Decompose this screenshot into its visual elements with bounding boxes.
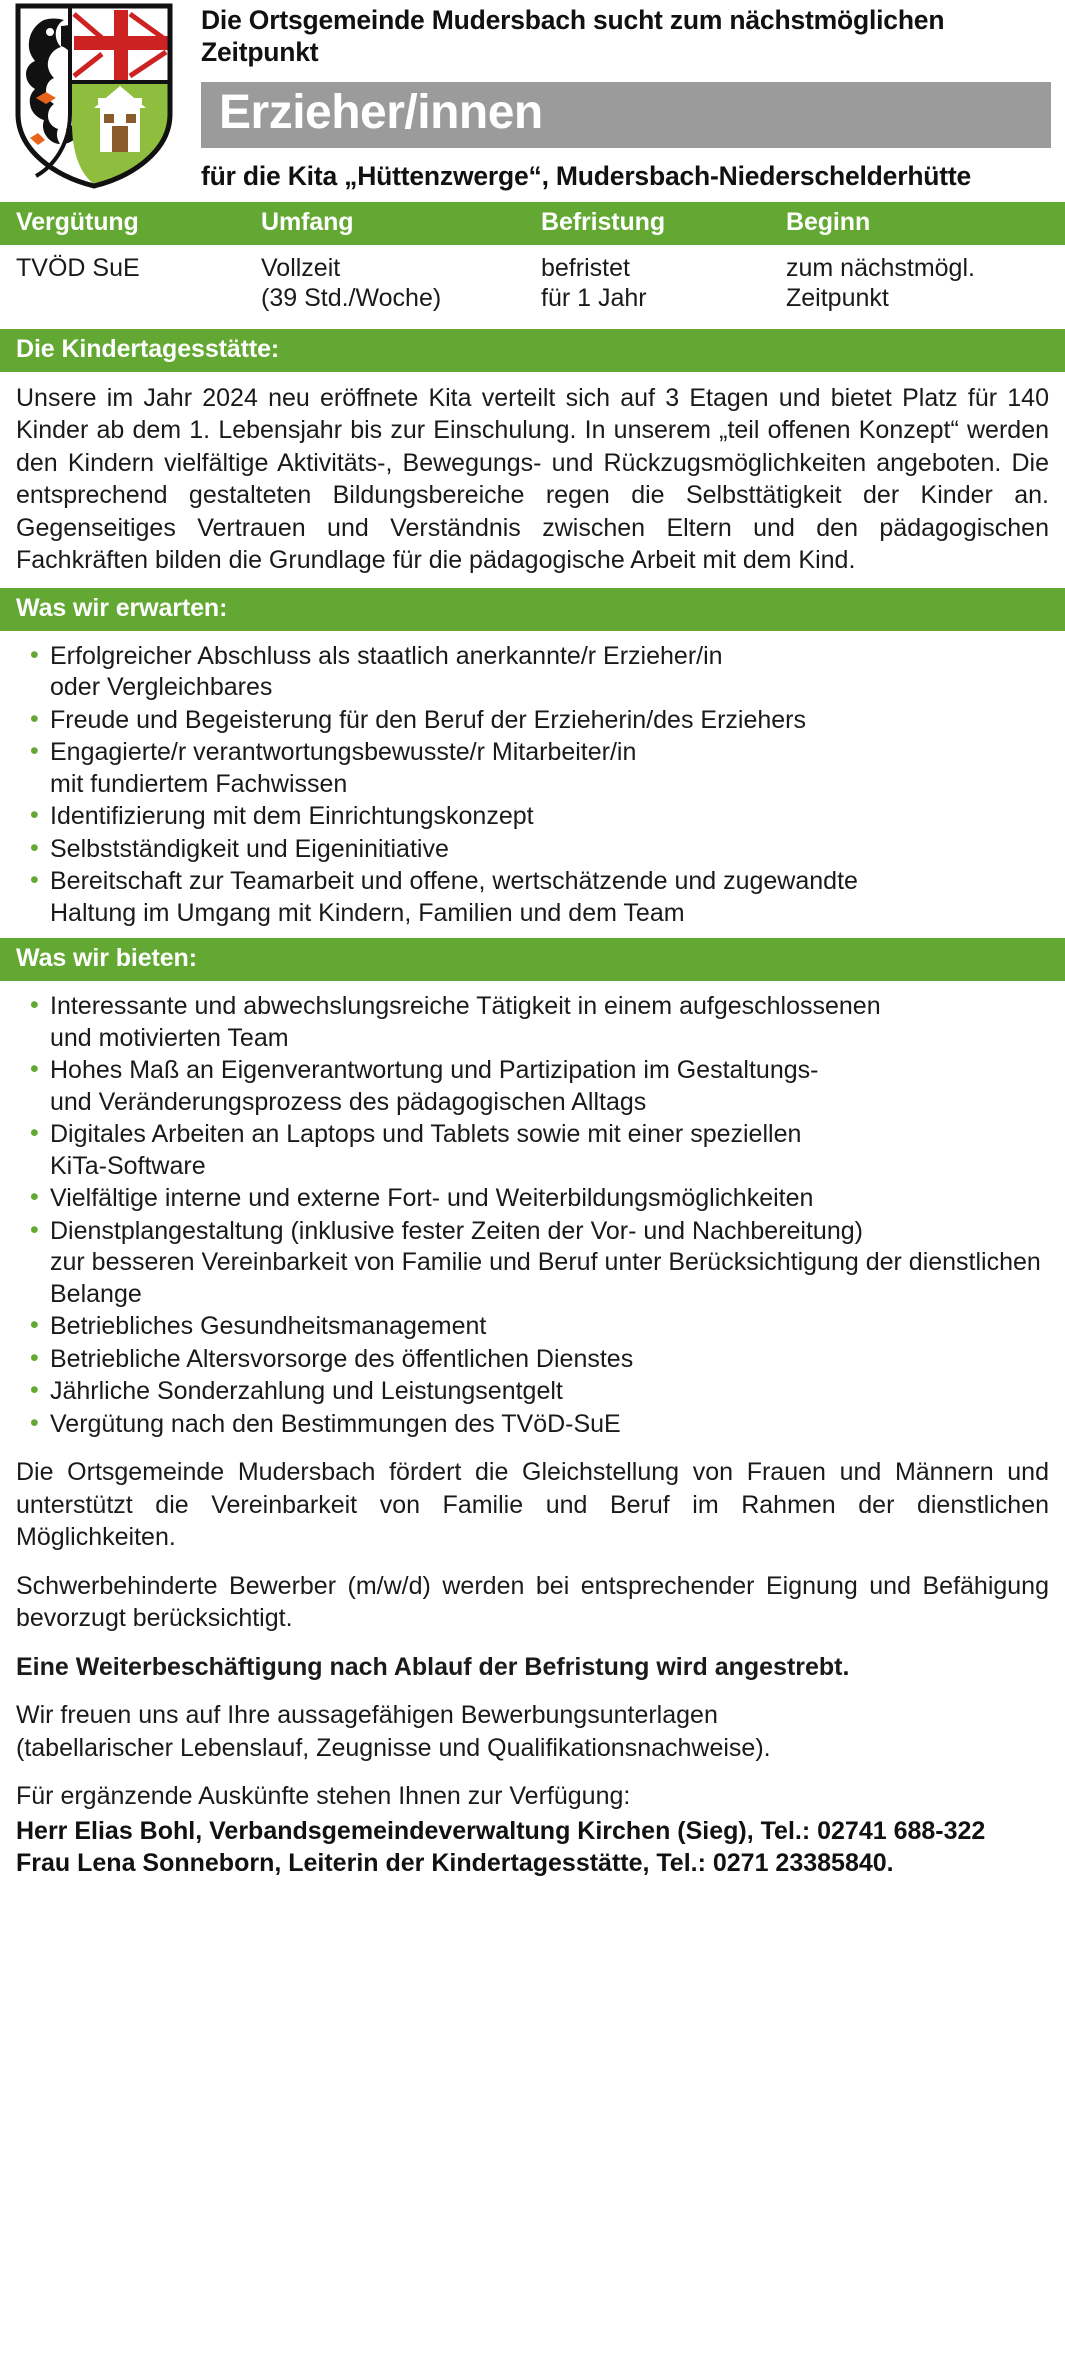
list-item-text: Selbstständigkeit und Eigeninitiative bbox=[50, 834, 449, 863]
facts-header-befristung: Befristung bbox=[541, 207, 666, 236]
list-item bbox=[30, 705, 1049, 737]
subtitle: für die Kita „Hüttenzwerge“, Mudersbach-Niederschelderhütte bbox=[201, 160, 972, 191]
list-item-cont: und motivierten Team bbox=[50, 1023, 289, 1052]
list-item-cont: Haltung im Umgang mit Kindern, Familien und dem Team bbox=[50, 898, 685, 927]
facts-cell-umfang: Vollzeit (39 Std./Woche) bbox=[261, 253, 442, 313]
list-item-text: Dienstplangestaltung (inklusive fester Zeiten der Vor- und Nachbereitung) bbox=[50, 1216, 863, 1245]
facts-header-umfang: Umfang bbox=[261, 207, 354, 236]
facts-header-verguetung: Vergütung bbox=[16, 207, 139, 236]
facts-cell-beginn: zum nächstmögl. Zeitpunkt bbox=[786, 253, 975, 313]
list-item-text: Interessante und abwechslungsreiche Tätigkeit in einem aufgeschlossenen bbox=[50, 992, 881, 1021]
list-item bbox=[30, 1344, 1049, 1376]
contact-person-2: Frau Lena Sonneborn, Leiterin der Kindertagesstätte, Tel.: 0271 23385840. bbox=[16, 1848, 894, 1877]
list-item bbox=[30, 1311, 1049, 1343]
list-item-text: Engagierte/r verantwortungsbewusste/r Mitarbeiter/in bbox=[50, 738, 637, 767]
header bbox=[0, 0, 1065, 192]
facts-cell-verguetung: TVÖD SuE bbox=[16, 253, 140, 282]
list-item-cont: und Veränderungsprozess des pädagogischen Alltags bbox=[50, 1087, 647, 1116]
kita-paragraph: Unsere im Jahr 2024 neu eröffnete Kita verteilt sich auf 3 Etagen und bietet Platz für 140 Kinder ab dem 1. Lebensjahr bis zur Einschulung. In unserem „teil offenen Konzept“ werden den Kindern vielfältige Aktivitäts-, Bewegungs- und Rückzugsmöglichkeiten angeboten. Die entsprechend gestalteten Bildungsbereiche regen die Selbsttätigkeit der Kinder an. Gegenseitiges Vertrauen und Verständnis zwischen Eltern und den pädagogischen Fachkräften bilden die Grundlage für die pädagogische Arbeit mit dem Kind. bbox=[16, 383, 1049, 575]
list-item bbox=[30, 1216, 1049, 1311]
offer-list bbox=[0, 991, 1065, 1440]
job-title-bar bbox=[201, 82, 1051, 148]
facts-table-row bbox=[0, 245, 1065, 320]
contact-intro: Für ergänzende Auskünfte stehen Ihnen zur Verfügung: bbox=[16, 1782, 631, 1811]
list-item bbox=[30, 801, 1049, 833]
list-item bbox=[30, 641, 1049, 704]
facts-table-header bbox=[0, 202, 1065, 245]
list-item-cont: oder Vergleichbares bbox=[50, 673, 273, 702]
list-item-text: Betriebliche Altersvorsorge des öffentlichen Dienstes bbox=[50, 1344, 634, 1373]
list-item-text: Identifizierung mit dem Einrichtungskonzept bbox=[50, 802, 534, 831]
list-item-text: Jährliche Sonderzahlung und Leistungsentgelt bbox=[50, 1377, 563, 1406]
list-item bbox=[30, 1055, 1049, 1118]
list-item bbox=[30, 1119, 1049, 1182]
list-item bbox=[30, 866, 1049, 929]
section-heading-offer: Was wir bieten: bbox=[0, 938, 1065, 981]
contact-person-1: Herr Elias Bohl, Verbandsgemeindeverwaltung Kirchen (Sieg), Tel.: 02741 688-322 bbox=[16, 1816, 986, 1845]
application-line-1: Wir freuen uns auf Ihre aussagefähigen Bewerbungsunterlagen bbox=[16, 1701, 718, 1730]
list-item bbox=[30, 1183, 1049, 1215]
closing-block bbox=[0, 1446, 1065, 1815]
application-paragraph bbox=[16, 1699, 1049, 1764]
list-item-cont: zur besseren Vereinbarkeit von Familie und Beruf unter Berücksichtigung der dienstlichen Belange bbox=[50, 1248, 1041, 1308]
list-item bbox=[30, 991, 1049, 1054]
job-title: Erzieher/innen bbox=[219, 85, 543, 139]
list-item-cont: KiTa-Software bbox=[50, 1151, 206, 1180]
expect-list bbox=[0, 641, 1065, 930]
list-item bbox=[30, 1409, 1049, 1441]
list-item-text: Digitales Arbeiten an Laptops und Tablets sowie mit einer speziellen bbox=[50, 1120, 802, 1149]
header-text bbox=[189, 0, 1051, 192]
list-item-text: Vergütung nach den Bestimmungen des TVöD-SuE bbox=[50, 1409, 621, 1438]
facts-cell-befristung: befristet für 1 Jahr bbox=[541, 253, 647, 313]
list-item-text: Erfolgreicher Abschluss als staatlich anerkannte/r Erzieher/in bbox=[50, 641, 723, 670]
facts-header-beginn: Beginn bbox=[786, 207, 871, 236]
list-item-text: Freude und Begeisterung für den Beruf der Erzieherin/des Erziehers bbox=[50, 705, 806, 734]
list-item bbox=[30, 737, 1049, 800]
continuation-paragraph: Eine Weiterbeschäftigung nach Ablauf der Befristung wird angestrebt. bbox=[16, 1652, 850, 1681]
section-heading-kita: Die Kindertagesstätte: bbox=[0, 329, 1065, 372]
list-item bbox=[30, 1376, 1049, 1408]
list-item-text: Vielfältige interne und externe Fort- und Weiterbildungsmöglichkeiten bbox=[50, 1184, 814, 1213]
application-line-2: (tabellarischer Lebenslauf, Zeugnisse und Qualifikationsnachweise). bbox=[16, 1733, 771, 1762]
list-item-text: Hohes Maß an Eigenverantwortung und Partizipation im Gestaltungs- bbox=[50, 1056, 819, 1085]
list-item-text: Betriebliches Gesundheitsmanagement bbox=[50, 1312, 487, 1341]
list-item-text: Bereitschaft zur Teamarbeit und offene, wertschätzende und zugewandte bbox=[50, 867, 858, 896]
equality-paragraph: Die Ortsgemeinde Mudersbach fördert die Gleichstellung von Frauen und Männern und unterstützt die Vereinbarkeit von Familie und Beruf im Rahmen der dienstlichen Möglichkeiten. bbox=[16, 1458, 1049, 1552]
section-body-kita bbox=[0, 372, 1065, 579]
list-item bbox=[30, 834, 1049, 866]
coat-of-arms-icon bbox=[14, 0, 189, 190]
section-heading-expect: Was wir erwarten: bbox=[0, 588, 1065, 631]
disability-paragraph: Schwerbehinderte Bewerber (m/w/d) werden bei entsprechender Eignung und Befähigung bevorzugt berücksichtigt. bbox=[16, 1571, 1049, 1633]
pretitle: Die Ortsgemeinde Mudersbach sucht zum nächstmöglichen Zeitpunkt bbox=[201, 5, 945, 68]
list-item-cont: mit fundiertem Fachwissen bbox=[50, 769, 348, 798]
